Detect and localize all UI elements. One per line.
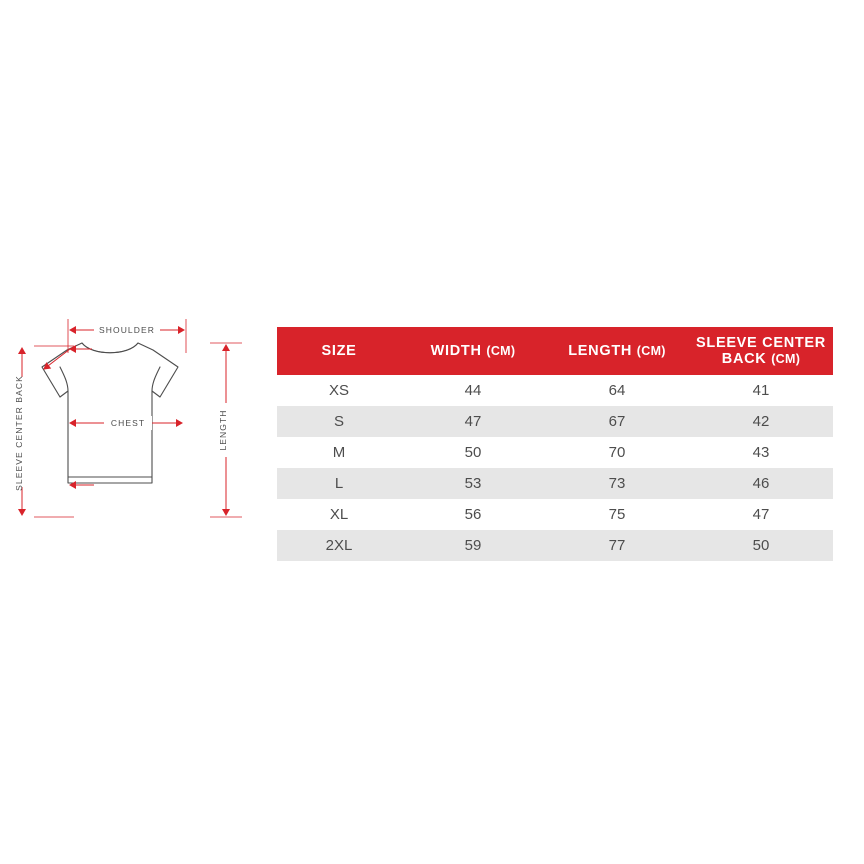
cell-size: S — [277, 406, 401, 437]
sleeve-center-back-label: SLEEVE CENTER BACK — [14, 375, 24, 491]
shoulder-label: SHOULDER — [98, 325, 156, 335]
cell-sleeve: 42 — [689, 406, 833, 437]
cell-width: 44 — [401, 375, 545, 406]
cell-size: XS — [277, 375, 401, 406]
cell-width: 50 — [401, 437, 545, 468]
cell-width: 56 — [401, 499, 545, 530]
cell-length: 73 — [545, 468, 689, 499]
cell-sleeve: 46 — [689, 468, 833, 499]
table-header-row — [277, 327, 833, 375]
column-header-length-unit: (CM) — [636, 344, 666, 358]
cell-width: 53 — [401, 468, 545, 499]
column-header-sleeve — [689, 327, 833, 375]
column-header-size-label: SIZE — [321, 343, 357, 359]
cell-width: 59 — [401, 530, 545, 561]
column-header-sleeve-label: SLEEVE CENTER BACK — [696, 335, 826, 367]
table-row — [277, 468, 833, 499]
column-header-width — [401, 327, 545, 375]
cell-length: 64 — [545, 375, 689, 406]
cell-size: XL — [277, 499, 401, 530]
table-row — [277, 499, 833, 530]
garment-diagram — [10, 305, 260, 555]
table-row — [277, 530, 833, 561]
cell-length: 70 — [545, 437, 689, 468]
cell-length: 77 — [545, 530, 689, 561]
table-row — [277, 375, 833, 406]
column-header-length — [545, 327, 689, 375]
chest-label: CHEST — [110, 418, 146, 428]
column-header-size — [277, 327, 401, 375]
tshirt-outline — [42, 343, 178, 483]
column-header-width-label: WIDTH — [430, 343, 482, 359]
cell-size: L — [277, 468, 401, 499]
cell-sleeve: 47 — [689, 499, 833, 530]
cell-width: 47 — [401, 406, 545, 437]
cell-length: 75 — [545, 499, 689, 530]
table-row — [277, 406, 833, 437]
cell-sleeve: 41 — [689, 375, 833, 406]
cell-size: M — [277, 437, 401, 468]
cell-sleeve: 43 — [689, 437, 833, 468]
size-table — [277, 327, 833, 561]
cell-size: 2XL — [277, 530, 401, 561]
column-header-length-label: LENGTH — [568, 343, 633, 359]
column-header-width-unit: (CM) — [486, 344, 516, 358]
cell-length: 67 — [545, 406, 689, 437]
table-row — [277, 437, 833, 468]
column-header-sleeve-unit: (CM) — [771, 352, 801, 366]
length-dimension — [210, 343, 242, 517]
length-label: LENGTH — [218, 409, 228, 451]
cell-sleeve: 50 — [689, 530, 833, 561]
